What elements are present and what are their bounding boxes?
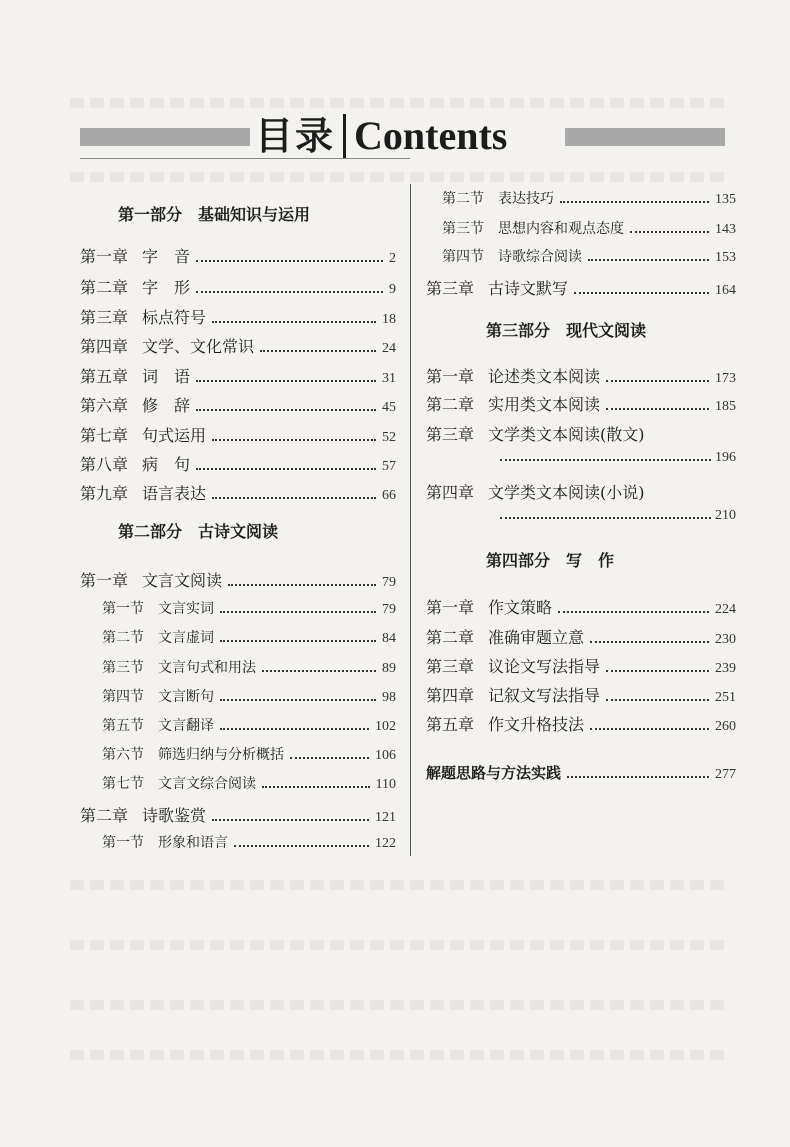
toc-entry-chapter	[426, 364, 736, 387]
entry-number: 第四章	[426, 686, 475, 705]
dot-leader	[196, 468, 376, 470]
toc-entry-chapter	[80, 568, 396, 591]
entry-title: 标点符号	[142, 308, 207, 327]
entry-number: 第一节	[102, 835, 144, 851]
toc-entry-section	[102, 686, 396, 706]
toc-entry-chapter	[80, 423, 396, 446]
entry-label	[426, 712, 588, 735]
entry-title: 文言虚词	[158, 630, 214, 646]
entry-label	[80, 244, 194, 267]
toc-entry-chapter	[80, 481, 396, 504]
dot-leader	[234, 845, 369, 847]
entry-title: 词 语	[142, 367, 191, 386]
header-underline	[80, 158, 410, 159]
title-english: Contents	[354, 113, 508, 158]
entry-label	[426, 683, 604, 706]
dot-leader	[500, 459, 711, 461]
dot-leader	[196, 380, 376, 382]
entry-title: 文学类文本阅读(小说)	[488, 483, 645, 502]
entry-label	[426, 276, 572, 299]
dot-leader	[606, 699, 709, 701]
toc-entry-section	[102, 832, 396, 852]
entry-title: 形象和语言	[158, 835, 228, 851]
entry-number: 第七节	[102, 776, 144, 792]
entry-label	[102, 686, 218, 706]
bleed-through-text	[70, 172, 730, 182]
page-number: 239	[715, 661, 736, 676]
entry-title: 文言实词	[158, 601, 214, 617]
page-number: 260	[715, 719, 736, 734]
bleed-through-text	[70, 98, 730, 108]
entry-number: 第三章	[426, 657, 475, 676]
toc-entry-chapter	[426, 276, 736, 299]
page-number: 210	[715, 508, 736, 523]
toc-entry-chapter	[80, 393, 396, 416]
entry-title: 字 形	[142, 278, 191, 297]
page-number: 106	[375, 748, 396, 763]
entry-number: 第二章	[80, 278, 129, 297]
entry-title: 准确审题立意	[488, 628, 585, 647]
entry-number: 第一节	[102, 601, 144, 617]
dot-leader	[567, 776, 709, 778]
entry-number: 第六章	[80, 396, 129, 415]
entry-label	[426, 392, 604, 415]
toc-entry-chapter	[426, 595, 736, 618]
entry-label	[426, 654, 604, 677]
dot-leader	[588, 259, 709, 261]
dot-leader	[228, 584, 376, 586]
entry-label	[102, 744, 288, 764]
header-bar-left	[80, 128, 250, 146]
dot-leader	[220, 728, 369, 730]
dot-leader	[606, 670, 709, 672]
page-number: 164	[715, 283, 736, 298]
toc-entry-chapter	[80, 244, 396, 267]
dot-leader	[606, 380, 709, 382]
page-number: 79	[382, 575, 396, 590]
dot-leader	[262, 786, 370, 788]
entry-number: 第五节	[102, 718, 144, 734]
page-number: 98	[382, 690, 396, 705]
entry-number: 第三节	[102, 660, 144, 676]
page-number: 110	[375, 777, 396, 792]
entry-title: 记叙文写法指导	[488, 686, 601, 705]
page-number: 153	[715, 250, 736, 265]
entry-label	[442, 218, 628, 238]
entry-title: 解题思路与方法实践	[426, 764, 562, 782]
page-number: 135	[715, 192, 736, 207]
entry-title: 字 音	[142, 247, 191, 266]
toc-entry-section	[102, 773, 396, 793]
entry-label	[80, 568, 226, 591]
entry-title: 修 辞	[142, 396, 191, 415]
toc-entry-chapter	[426, 654, 736, 677]
entry-label	[80, 481, 210, 504]
entry-title: 语言表达	[142, 484, 207, 503]
page-number: 66	[382, 488, 396, 503]
entry-number: 第二章	[426, 628, 475, 647]
entry-title: 文言文阅读	[142, 571, 223, 590]
toc-entry-chapter	[80, 803, 396, 826]
entry-number: 第三章	[426, 279, 475, 298]
dot-leader	[606, 408, 709, 410]
entry-label	[102, 715, 218, 735]
entry-title: 议论文写法指导	[488, 657, 601, 676]
toc-entry-chapter	[426, 683, 736, 706]
dot-leader	[574, 292, 709, 294]
toc-entry-chapter	[80, 364, 396, 387]
page-number: 251	[715, 690, 736, 705]
page-number: 230	[715, 632, 736, 647]
entry-title: 诗歌综合阅读	[498, 249, 582, 265]
dot-leader	[262, 670, 376, 672]
toc-entry-section	[102, 715, 396, 735]
entry-label	[80, 393, 194, 416]
entry-label	[102, 598, 218, 618]
dot-leader	[196, 291, 383, 293]
entry-label	[102, 773, 260, 793]
header-bar-right	[565, 128, 725, 146]
bleed-through-text	[70, 1000, 730, 1010]
page-number: 84	[382, 631, 396, 646]
bleed-through-text	[70, 940, 730, 950]
page-number: 57	[382, 459, 396, 474]
entry-title: 思想内容和观点态度	[498, 221, 624, 237]
entry-title: 实用类文本阅读	[488, 395, 601, 414]
entry-label	[102, 657, 260, 677]
entry-title: 古诗文默写	[488, 279, 569, 298]
entry-title: 病 句	[142, 455, 191, 474]
entry-title: 文言翻译	[158, 718, 214, 734]
entry-label	[426, 595, 556, 618]
entry-number: 第四章	[80, 337, 129, 356]
entry-number: 第三章	[80, 308, 129, 327]
page-number: 89	[382, 661, 396, 676]
entry-label	[80, 334, 258, 357]
entry-title: 表达技巧	[498, 191, 554, 207]
part-heading: 第三部分 现代文阅读	[486, 321, 647, 340]
toc-entry-chapter	[80, 452, 396, 475]
dot-leader	[212, 439, 376, 441]
entry-number: 第二节	[442, 191, 484, 207]
entry-number: 第一章	[80, 571, 129, 590]
toc-entry-chapter	[80, 305, 396, 328]
dot-leader	[558, 611, 709, 613]
entry-label	[442, 246, 586, 266]
entry-number: 第四节	[442, 249, 484, 265]
dot-leader	[260, 350, 376, 352]
dot-leader	[560, 201, 709, 203]
page-number: 173	[715, 371, 736, 386]
dot-leader	[212, 497, 376, 499]
toc-entry-chapter	[426, 422, 736, 445]
entry-label	[80, 803, 210, 826]
entry-number: 第六节	[102, 747, 144, 763]
entry-title: 论述类文本阅读	[488, 367, 601, 386]
dot-leader	[220, 640, 376, 642]
entry-label	[426, 625, 588, 648]
page-number: 45	[382, 400, 396, 415]
dot-leader	[212, 321, 376, 323]
entry-label	[80, 423, 210, 446]
entry-number: 第一章	[80, 247, 129, 266]
dot-leader	[196, 260, 383, 262]
toc-entry-chapter	[426, 625, 736, 648]
entry-number: 第九章	[80, 484, 129, 503]
toc-entry-wrapped-leader	[500, 450, 736, 466]
page-number: 24	[382, 341, 396, 356]
page-number: 196	[715, 450, 736, 465]
dot-leader	[500, 517, 711, 519]
page-number: 18	[382, 312, 396, 327]
toc-entry-section	[102, 744, 396, 764]
entry-title: 文学类文本阅读(散文)	[488, 425, 645, 444]
entry-number: 第二章	[80, 806, 129, 825]
dot-leader	[290, 757, 369, 759]
entry-number: 第一章	[426, 598, 475, 617]
page-number: 185	[715, 399, 736, 414]
page-number: 102	[375, 719, 396, 734]
page-number: 31	[382, 371, 396, 386]
entry-number: 第二章	[426, 395, 475, 414]
dot-leader	[220, 699, 376, 701]
entry-title: 文言断句	[158, 689, 214, 705]
entry-number: 第五章	[426, 715, 475, 734]
title-separator	[343, 114, 346, 158]
entry-number: 第七章	[80, 426, 129, 445]
entry-title: 文言句式和用法	[158, 660, 256, 676]
toc-entry-chapter	[426, 480, 736, 503]
entry-label	[426, 422, 649, 445]
part-heading: 第二部分 古诗文阅读	[118, 522, 279, 541]
dot-leader	[220, 611, 376, 613]
entry-label	[426, 364, 604, 387]
page-number: 277	[715, 767, 736, 782]
toc-entry-chapter	[80, 334, 396, 357]
entry-label	[102, 832, 232, 852]
page-title	[255, 108, 560, 158]
dot-leader	[590, 728, 709, 730]
entry-number: 第三章	[426, 425, 475, 444]
toc-entry-chapter	[426, 712, 736, 735]
entry-number: 第二节	[102, 630, 144, 646]
entry-number: 第四节	[102, 689, 144, 705]
title-chinese: 目录	[255, 114, 336, 158]
toc-entry-section	[442, 246, 736, 266]
page-number: 143	[715, 222, 736, 237]
toc-entry-chapter	[80, 275, 396, 298]
toc-entry-section	[442, 218, 736, 238]
page-number: 79	[382, 602, 396, 617]
entry-number: 第八章	[80, 455, 129, 474]
bleed-through-text	[70, 880, 730, 890]
entry-title: 作文策略	[488, 598, 553, 617]
dot-leader	[196, 409, 376, 411]
page-number: 122	[375, 836, 396, 851]
toc-entry-standalone	[426, 762, 736, 783]
page-number: 9	[389, 282, 396, 297]
entry-label	[80, 305, 210, 328]
toc-entry-section	[102, 657, 396, 677]
entry-label	[80, 452, 194, 475]
entry-number: 第五章	[80, 367, 129, 386]
toc-entry-wrapped-leader	[500, 508, 736, 524]
part-heading: 第一部分 基础知识与运用	[118, 205, 311, 224]
entry-title: 诗歌鉴赏	[142, 806, 207, 825]
entry-title: 文言文综合阅读	[158, 776, 256, 792]
part-heading: 第四部分 写 作	[486, 551, 615, 570]
page-number: 224	[715, 602, 736, 617]
dot-leader	[212, 819, 369, 821]
toc-entry-section	[102, 627, 396, 647]
page-number: 121	[375, 810, 396, 825]
entry-number: 第四章	[426, 483, 475, 502]
page-number: 52	[382, 430, 396, 445]
dot-leader	[590, 641, 709, 643]
dot-leader	[630, 231, 709, 233]
entry-title: 文学、文化常识	[142, 337, 255, 356]
entry-number: 第三节	[442, 221, 484, 237]
toc-entry-section	[442, 188, 736, 208]
entry-label	[80, 364, 194, 387]
bleed-through-text	[70, 1050, 730, 1060]
entry-label	[102, 627, 218, 647]
entry-title: 句式运用	[142, 426, 207, 445]
entry-label	[442, 188, 558, 208]
page-number: 2	[389, 251, 396, 266]
column-divider	[410, 184, 411, 856]
entry-label	[426, 480, 649, 503]
toc-entry-section	[102, 598, 396, 618]
entry-title: 筛选归纳与分析概括	[158, 747, 284, 763]
entry-label	[80, 275, 194, 298]
entry-title: 作文升格技法	[488, 715, 585, 734]
toc-entry-chapter	[426, 392, 736, 415]
entry-number: 第一章	[426, 367, 475, 386]
